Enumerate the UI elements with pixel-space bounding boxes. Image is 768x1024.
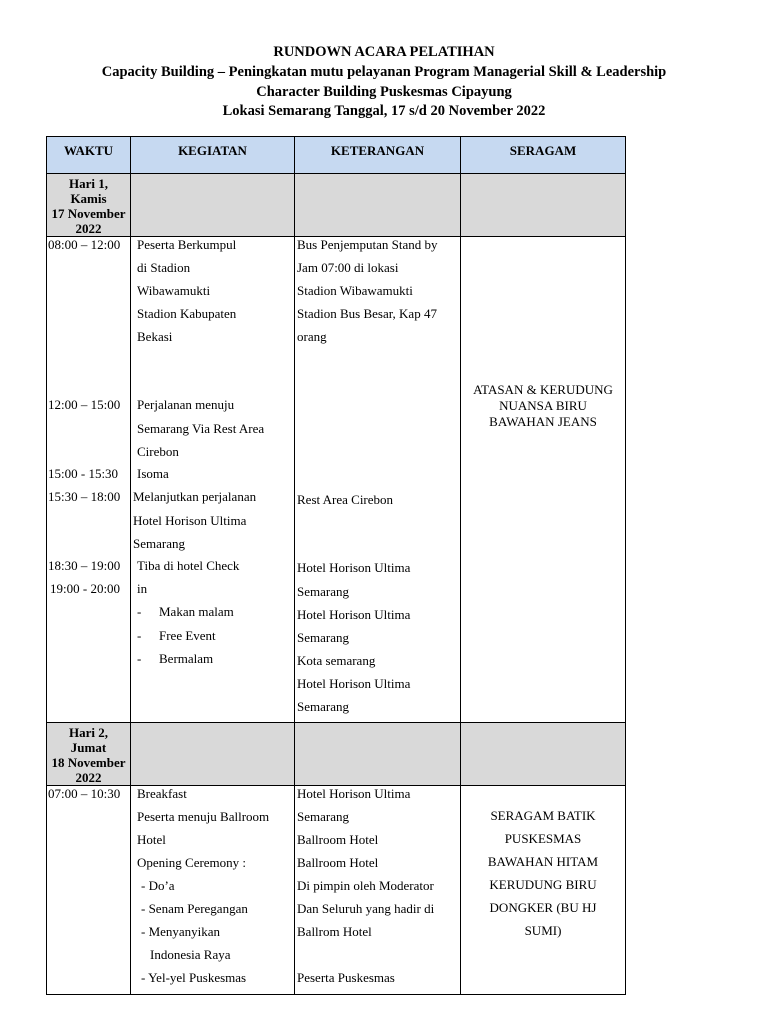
cell-text-line: Peserta Puskesmas	[297, 970, 395, 985]
day-2-waktu	[47, 786, 131, 995]
day-label-line: 17 November	[51, 206, 126, 221]
cell-text-line: -	[137, 604, 142, 619]
day-2-schedule-row	[47, 786, 626, 995]
day-label-line: Hari 1,	[69, 176, 108, 191]
cell-text-line: - Yel-yel Puskesmas	[141, 970, 247, 985]
cell-text-line: - Menyanyikan	[141, 924, 221, 939]
day-label-line: 2022	[75, 221, 102, 236]
cell-text-line: Ballrom Hotel	[297, 924, 372, 939]
cell-text-line: NUANSA BIRU	[499, 398, 587, 413]
cell-text-line: Bus Penjemputan Stand by	[297, 237, 438, 252]
day-header-empty-cell	[295, 723, 461, 786]
day-header-empty-cell	[461, 174, 626, 237]
doc-subtitle: Capacity Building – Peningkatan mutu pelayanan Program Managerial Skill & Leadership	[101, 64, 667, 80]
cell-text-line: Perjalanan menuju	[137, 397, 235, 412]
table-header-row	[47, 137, 626, 174]
cell-text-line: Semarang Via Rest Area	[137, 421, 265, 436]
rundown-table	[46, 136, 626, 995]
cell-text-line: 12:00 – 15:00	[48, 397, 121, 412]
cell-text-line: di Stadion	[137, 260, 191, 275]
doc-organization: Character Building Puskesmas Cipayung	[256, 84, 512, 100]
cell-text-line: Rest Area Cirebon	[297, 492, 394, 507]
cell-text-line: Indonesia Raya	[150, 947, 231, 962]
column-header-seragam: SERAGAM	[461, 137, 626, 174]
cell-text-line: Ballroom Hotel	[297, 855, 379, 870]
cell-text-line: Semarang	[133, 536, 185, 551]
day-header-empty-cell	[131, 723, 295, 786]
cell-text-line: DONGKER (BU HJ	[489, 900, 597, 915]
cell-text-line: Hotel Horison Ultima	[133, 513, 247, 528]
day-header-empty-cell	[461, 723, 626, 786]
cell-text-line: Di pimpin oleh Moderator	[297, 878, 434, 893]
cell-text-line: Kota semarang	[297, 653, 376, 668]
cell-text-line: Stadion Kabupaten	[137, 306, 237, 321]
column-header-keterangan: KETERANGAN	[295, 137, 461, 174]
cell-text-line: Semarang	[297, 584, 349, 599]
day-1-schedule-row	[47, 237, 626, 723]
cell-text-line: Ballroom Hotel	[297, 832, 379, 847]
column-header-waktu: WAKTU	[47, 137, 131, 174]
cell-text-line: Jam 07:00 di lokasi	[297, 260, 399, 275]
cell-text-line: orang	[297, 329, 327, 344]
cell-text-line: Dan Seluruh yang hadir di	[297, 901, 435, 916]
cell-text-line: PUSKESMAS	[504, 831, 582, 846]
cell-text-line: KERUDUNG BIRU	[489, 877, 597, 892]
doc-location-date: Lokasi Semarang Tanggal, 17 s/d 20 November 2022	[222, 103, 546, 119]
cell-text-line: Breakfast	[137, 786, 187, 801]
cell-text-line: Peserta Berkumpul	[137, 237, 237, 252]
cell-text-line: - Do’a	[141, 878, 175, 893]
doc-title: RUNDOWN ACARA PELATIHAN	[273, 44, 495, 60]
day-2-keterangan	[295, 786, 461, 995]
cell-text-line: - Senam Peregangan	[141, 901, 248, 916]
cell-text-line: Semarang	[297, 699, 349, 714]
cell-text-line: BAWAHAN JEANS	[489, 414, 597, 429]
cell-text-line: Cirebon	[137, 444, 179, 459]
cell-text-line: Wibawamukti	[137, 283, 211, 298]
cell-text-line: Hotel Horison Ultima	[297, 786, 411, 801]
cell-text-line: 07:00 – 10:30	[48, 786, 121, 801]
cell-text-line: 15:30 – 18:00	[48, 489, 121, 504]
cell-text-line: Semarang	[297, 630, 349, 645]
day-2-label	[47, 723, 131, 786]
cell-text-line: SERAGAM BATIK	[490, 808, 596, 823]
day-label-line: 2022	[75, 770, 102, 785]
day-1-seragam	[461, 237, 626, 723]
cell-text-line: Hotel Horison Ultima	[297, 676, 411, 691]
cell-text-line: ATASAN & KERUDUNG	[473, 382, 613, 397]
cell-text-line: Tiba di hotel Check	[137, 558, 240, 573]
cell-text-line: Bermalam	[159, 651, 214, 666]
cell-text-line: Isoma	[137, 466, 169, 481]
cell-text-line: Hotel	[137, 832, 166, 847]
column-header-kegiatan: KEGIATAN	[131, 137, 295, 174]
cell-text-line: Hotel Horison Ultima	[297, 560, 411, 575]
day-label-line: Hari 2,	[69, 725, 108, 740]
cell-text-line: -	[137, 651, 142, 666]
cell-text-line: Hotel Horison Ultima	[297, 607, 411, 622]
cell-text-line: in	[137, 581, 148, 596]
cell-text-line: Melanjutkan perjalanan	[133, 489, 257, 504]
cell-text-line: Peserta menuju Ballroom	[137, 809, 270, 824]
day-1-kegiatan	[131, 237, 295, 723]
cell-text-line: 18:30 – 19:00	[48, 558, 121, 573]
day-label-line: Kamis	[70, 191, 107, 206]
cell-text-line: 15:00 - 15:30	[48, 466, 119, 481]
cell-text-line: Free Event	[159, 628, 216, 643]
cell-text-line: BAWAHAN HITAM	[487, 854, 599, 869]
day-2-seragam	[461, 786, 626, 995]
cell-text-line: Stadion Bus Besar, Kap 47	[297, 306, 437, 321]
cell-text-line: Makan malam	[159, 604, 234, 619]
day-header-empty-cell	[131, 174, 295, 237]
cell-text-line: -	[137, 628, 142, 643]
day-1-keterangan	[295, 237, 461, 723]
day-2-row	[47, 723, 626, 786]
cell-text-line: SUMI)	[524, 923, 562, 938]
day-label-line: Jumat	[70, 740, 107, 755]
cell-text-line: Bekasi	[137, 329, 173, 344]
day-1-label	[47, 174, 131, 237]
day-1-waktu	[47, 237, 131, 723]
cell-text-line: 08:00 – 12:00	[48, 237, 121, 252]
cell-text-line: 19:00 - 20:00	[50, 581, 121, 596]
day-1-row	[47, 174, 626, 237]
day-label-line: 18 November	[51, 755, 126, 770]
cell-text-line: Opening Ceremony :	[137, 855, 247, 870]
day-2-kegiatan	[131, 786, 295, 995]
cell-text-line: Semarang	[297, 809, 349, 824]
cell-text-line: Stadion Wibawamukti	[297, 283, 413, 298]
day-header-empty-cell	[295, 174, 461, 237]
